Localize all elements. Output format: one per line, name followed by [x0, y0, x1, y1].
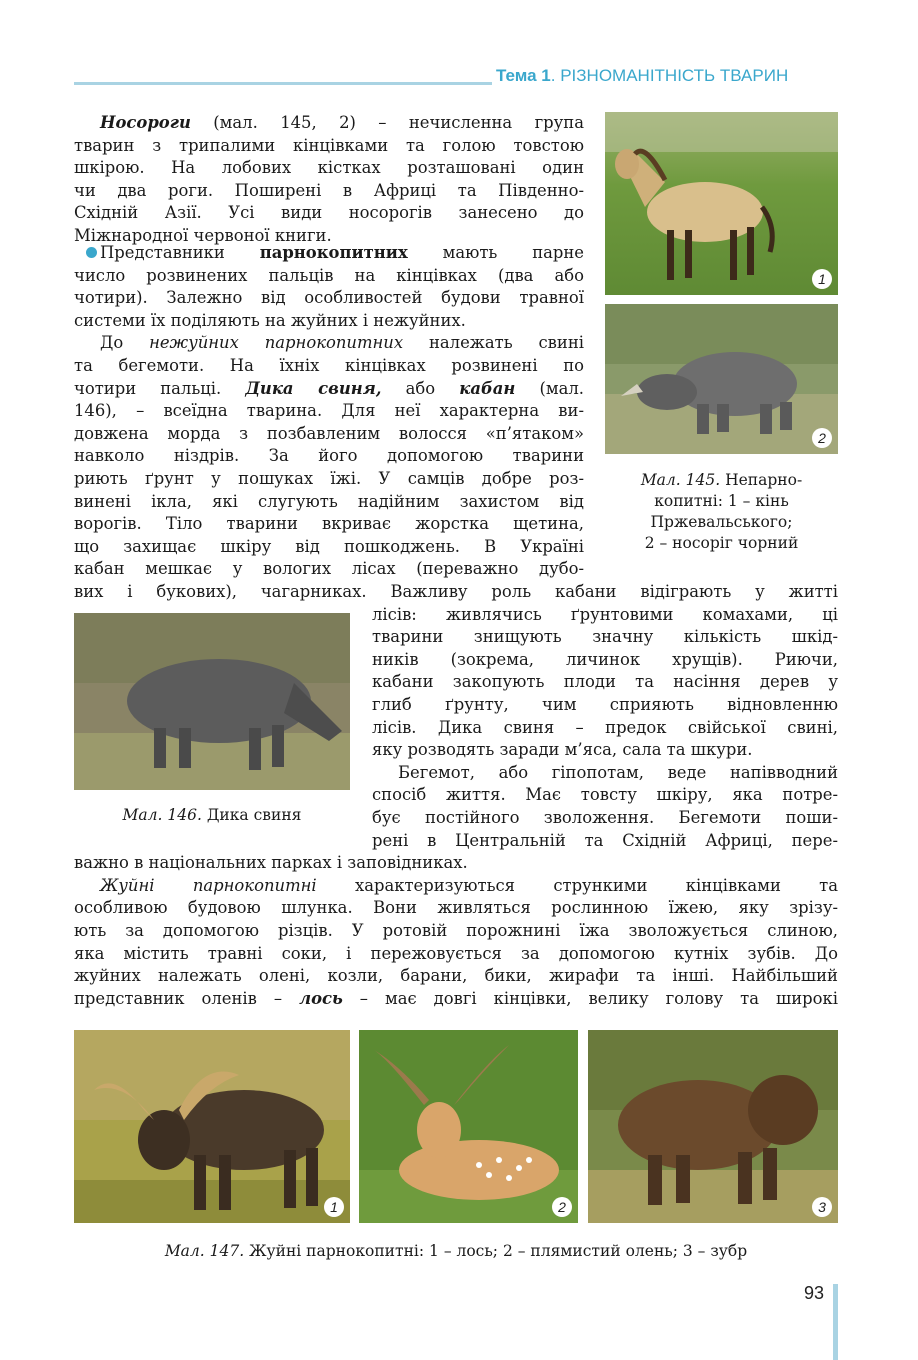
text-line: Жуйні парнокопитні характеризуються стрункими кінцівками та	[100, 875, 839, 895]
text-line: риють ґрунт у пошуках їжі. У самців добре роз-	[74, 469, 584, 488]
text-line: важно в національних парках і заповідниках.	[74, 853, 468, 873]
text-line: кабани закопують плоди та насіння дерев у	[372, 672, 838, 692]
text-line: особливою будовою шлунка. Вони живляться рослинною їжею, яку зрізу-	[74, 898, 838, 918]
figure-145-caption: Мал. 145. Непарно- копитні: 1 – кінь Пржевальського; 2 – носоріг чорний	[640, 471, 803, 552]
text-line: бує постійного зволоження. Бегемоти поши-	[372, 808, 838, 827]
text-line: Східній Азії. Усі види носорогів занесено до	[74, 203, 584, 223]
text-line: Носороги (мал. 145, 2) – нечисленна група	[100, 113, 584, 132]
text-line: рені в Центральній та Східній Африці, пере-	[372, 830, 838, 850]
text-line: кабан мешкає у вологих лісах (переважно дубо-	[74, 559, 584, 579]
text-line: вих і букових), чагарниках. Важливу роль кабани відіграють у житті	[74, 582, 838, 601]
text-line: число розвинених пальців на кінцівках (два або	[74, 265, 584, 285]
wild-boar-photo	[74, 613, 350, 790]
page-number-bar	[833, 1284, 838, 1360]
photo-number: 2	[812, 428, 832, 448]
text-line: винені ікла, які слугують надійним захистом від	[74, 491, 584, 511]
photo-number: 1	[812, 269, 832, 289]
text-line: чи два роги. Поширені в Африці та Південно-	[74, 180, 584, 200]
text-line: системи їх поділяють на жуйних і нежуйних.	[74, 310, 466, 330]
bullet-icon	[86, 247, 97, 258]
bison-photo	[588, 1030, 838, 1223]
text-line: лісів. Дика свиня – предок свійської свині,	[372, 717, 838, 737]
text-line: ників (зокрема, личинок хрущів). Риючи,	[372, 649, 838, 669]
text-line: чотири пальці. Дика свиня, або кабан (мал.	[74, 378, 584, 398]
figure-146-caption: Мал. 146. Дика свиня	[122, 806, 302, 824]
photo-number: 3	[812, 1197, 832, 1217]
text-line: яка містить травні соки, і пережовується за допомогою кутніх зубів. До	[74, 943, 838, 963]
text-line: глиб ґрунту, чим сприяють відновленню	[372, 695, 838, 714]
text-line: ють за допомогою різців. У ротовій порожнині їжа зволожується слиною,	[74, 921, 838, 940]
text-line: ворогів. Тіло тварини вкриває жорстка щетина,	[74, 514, 584, 534]
text-line: тварини знищують значну кількість шкід-	[372, 627, 838, 647]
text-line: представник оленів – лось – має довгі кінцівки, велику голову та широкі	[74, 988, 838, 1008]
text-line: та бегемоти. На їхніх кінцівках розвинені по	[74, 356, 584, 375]
photo-number: 1	[324, 1197, 344, 1217]
text-line: чотири). Залежно від особливостей будови травної	[74, 288, 584, 308]
text-line: 146), – всеїдна тварина. Для неї характерна ви-	[74, 401, 584, 421]
text-line: довжена морда з позбавленим волосся «п’ятаком»	[74, 423, 584, 443]
text-line: шкірою. На лобових кістках розташовані один	[74, 158, 584, 178]
text-line: Бегемот, або гіпопотам, веде напівводний	[398, 762, 838, 782]
photo-number: 2	[552, 1197, 572, 1217]
text-line: лісів: живлячись ґрунтовими комахами, ці	[372, 604, 838, 624]
text-line: що захищає шкіру від пошкоджень. В Україні	[74, 536, 584, 556]
page-number: 93	[804, 1283, 825, 1303]
text-line: спосіб життя. Має товсту шкіру, яка потре-	[372, 785, 838, 805]
horse-photo	[605, 112, 838, 295]
chapter-header: Тема 1. РІЗНОМАНІТНІСТЬ ТВАРИН	[496, 66, 789, 85]
text-line: навколо ніздрів. За його допомогою тварини	[74, 446, 584, 466]
text-line: жуйних належать олені, козли, барани, бики, жирафи та інші. Найбільший	[74, 966, 838, 986]
text-line: Представники парнокопитних мають парне	[100, 243, 585, 262]
text-line: тварин з трипалими кінцівками та голою товстою	[74, 135, 584, 155]
fallow-deer-photo	[359, 1030, 578, 1223]
text-line: яку розводять заради м’яса, сала та шкури.	[372, 740, 753, 760]
rhino-photo	[605, 304, 838, 454]
figure-147-caption: Мал. 147. Жуйні парнокопитні: 1 – лось; 2 – плямистий олень; 3 – зубр	[164, 1242, 748, 1260]
header-rule	[74, 82, 492, 85]
text-line: Міжнародної червоної книги.	[74, 226, 332, 245]
text-line: До нежуйних парнокопитних належать свині	[100, 333, 584, 353]
moose-photo	[74, 1030, 350, 1223]
